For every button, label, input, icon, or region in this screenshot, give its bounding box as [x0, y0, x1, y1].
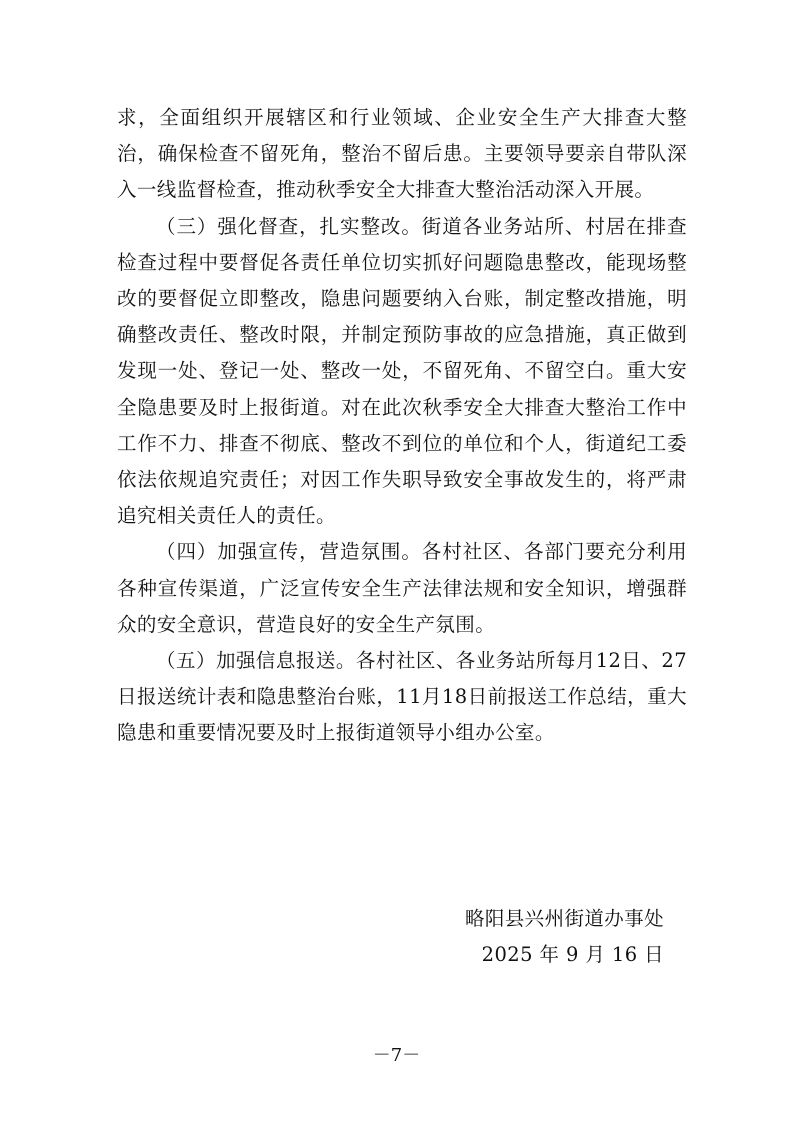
body-text [117, 100, 687, 752]
paragraph-text: 街道各业务站所、村居在排查检查过程中要督促各责任单位切实抓好问题隐患整改，能现场整改的要督促立即整改，隐患问题要纳入台账，制定整改措施，明确整改责任、整改时限，并制定预防事故的应急措施，真正做到发现一处、登记一处、整改一处，不留死角、不留空白。重大安全隐患要及时上报街道。对在此次秋季安全大排查大整治工作中工作不力、排查不彻底、整改不到位的单位和个人，街道纪工委依法依规追究责任；对因工作失职导致安全事故发生的，将严肃追究相关责任人的责任。 [117, 214, 688, 528]
issuing-office: 略阳县兴州街道办事处 [464, 907, 664, 930]
paragraph-supervision [117, 209, 687, 535]
paragraph-publicity [117, 534, 687, 643]
paragraph-lead: （四）加强宣传，营造氛围。 [156, 540, 422, 564]
paragraph-lead: （五）加强信息报送。 [156, 649, 356, 673]
paragraph-lead: （三）强化督查，扎实整改。 [156, 214, 422, 238]
page-number: －7－ [372, 1045, 421, 1066]
paragraph-reporting [117, 643, 687, 752]
issue-date: 2025 年 9 月 16 日 [481, 943, 664, 966]
signature-block [465, 901, 664, 973]
paragraph-text: 求，全面组织开展辖区和行业领域、企业安全生产大排查大整治，确保检查不留死角，整治不留后患。主要领导要亲自带队深入一线监督检查，推动秋季安全大排查大整治活动深入开展。 [117, 106, 687, 202]
paragraph-continuation [117, 100, 687, 209]
paragraph-text: 各村社区、各业务站所每月12日、27日报送统计表和隐患整治台账，11月18日前报送工作总结，重大隐患和重要情况要及时上报街道领导小组办公室。 [117, 649, 687, 745]
paragraph-text: 各村社区、各部门要充分利用各种宣传渠道，广泛宣传安全生产法律法规和安全知识，增强群众的安全意识，营造良好的安全生产氛围。 [117, 540, 688, 636]
